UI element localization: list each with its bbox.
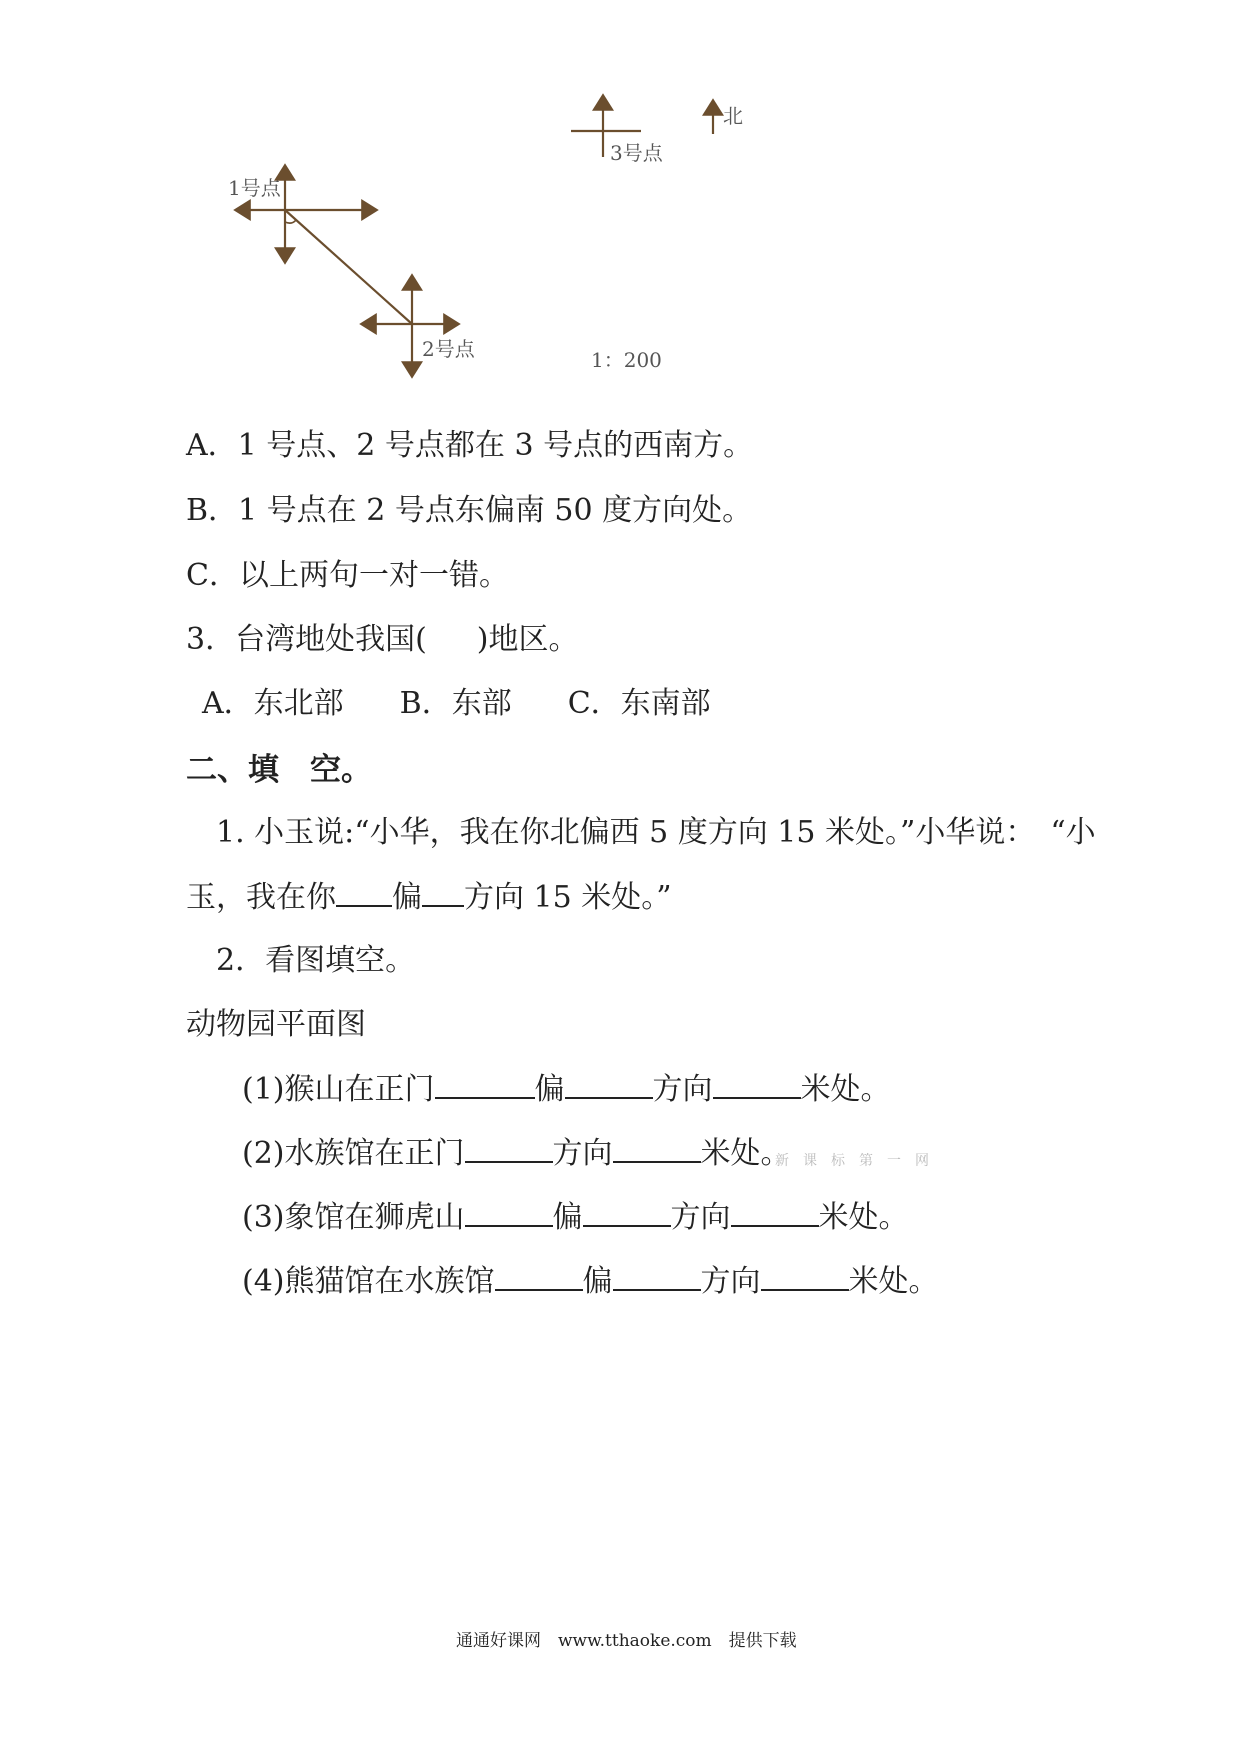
map-title: 动物园平面图	[186, 1007, 366, 1042]
direction-diagram	[0, 0, 1240, 400]
fill-item-4-blank-2[interactable]	[613, 1261, 701, 1291]
section-title: 二、填 空。	[186, 752, 372, 788]
fill-q1-blank-1[interactable]	[336, 877, 392, 907]
fill-item-3-blank-3[interactable]	[731, 1197, 819, 1227]
fill-item-2-text-3: 米处。	[700, 1136, 791, 1171]
option-b: B．1 号点在 2 号点东偏南 50 度方向处。	[186, 493, 753, 528]
scale-label: 1：200	[591, 348, 662, 372]
q3-stem	[186, 620, 579, 660]
connecting-line	[285, 210, 412, 324]
fill-item-2-blank-2[interactable]	[613, 1133, 701, 1163]
q3-options	[202, 684, 711, 724]
fill-item-1-blank-1[interactable]	[435, 1069, 535, 1099]
north-label: 北	[723, 104, 743, 128]
fill-q1-text-b: 偏	[392, 880, 422, 915]
fill-item-2	[242, 1133, 791, 1174]
fill-q1-text-a: 玉，我在你	[186, 880, 336, 915]
option-c: C．以上两句一对一错。	[186, 558, 509, 593]
fill-item-4-blank-1[interactable]	[495, 1261, 583, 1291]
fill-item-4-text-4: 米处。	[848, 1264, 939, 1299]
fill-item-1-blank-2[interactable]	[565, 1069, 653, 1099]
fill-q1-blank-2[interactable]	[422, 877, 464, 907]
fill-item-1-text-4: 米处。	[800, 1072, 891, 1107]
watermark: 新课标第一网	[775, 1153, 943, 1169]
fill-item-3-blank-1[interactable]	[465, 1197, 553, 1227]
fill-item-1-blank-3[interactable]	[713, 1069, 801, 1099]
point3-label: 3号点	[610, 141, 663, 165]
fill-item-2-text-1: (2)水族馆在正门	[242, 1136, 465, 1171]
fill-q1-text-c: 方向 15 米处。”	[464, 880, 672, 915]
fill-item-4-blank-3[interactable]	[761, 1261, 849, 1291]
fill-item-1-text-2: 偏	[534, 1072, 565, 1107]
fill-item-4	[242, 1261, 939, 1302]
fill-item-1-text-3: 方向	[652, 1072, 713, 1107]
q3-stem-before: 3．台湾地处我国(	[186, 622, 427, 657]
option-a: A．1 号点、2 号点都在 3 号点的西南方。	[186, 428, 754, 463]
fill-item-3-blank-2[interactable]	[583, 1197, 671, 1227]
q3-stem-after: )地区。	[476, 622, 579, 657]
fill-item-4-text-3: 方向	[700, 1264, 761, 1299]
fill-q1-line1: 1. 小玉说:“小华，我在你北偏西 5 度方向 15 米处。”小华说： “小	[216, 815, 1096, 850]
fill-item-1-text-1: (1)猴山在正门	[242, 1072, 435, 1107]
fill-item-3-text-3: 方向	[670, 1200, 731, 1235]
point1-label: 1号点	[228, 176, 281, 200]
fill-item-3	[242, 1197, 909, 1238]
q3-option-b: B．东部	[399, 686, 512, 721]
fill-item-4-text-2: 偏	[582, 1264, 613, 1299]
fill-item-4-text-1: (4)熊猫馆在水族馆	[242, 1264, 495, 1299]
page-footer: 通通好课网 www.tthaoke.com 提供下载	[456, 1631, 797, 1651]
fill-item-3-text-2: 偏	[552, 1200, 583, 1235]
q3-option-a: A．东北部	[202, 686, 344, 721]
fill-item-3-text-4: 米处。	[818, 1200, 909, 1235]
fill-q2-title: 2．看图填空。	[216, 943, 416, 978]
fill-item-2-blank-1[interactable]	[465, 1133, 553, 1163]
fill-item-1	[242, 1069, 891, 1110]
fill-item-2-text-2: 方向	[552, 1136, 613, 1171]
fill-item-3-text-1: (3)象馆在狮虎山	[242, 1200, 465, 1235]
fill-q1-line2	[186, 877, 672, 918]
q3-option-c: C．东南部	[567, 686, 711, 721]
point2-label: 2号点	[422, 337, 475, 361]
